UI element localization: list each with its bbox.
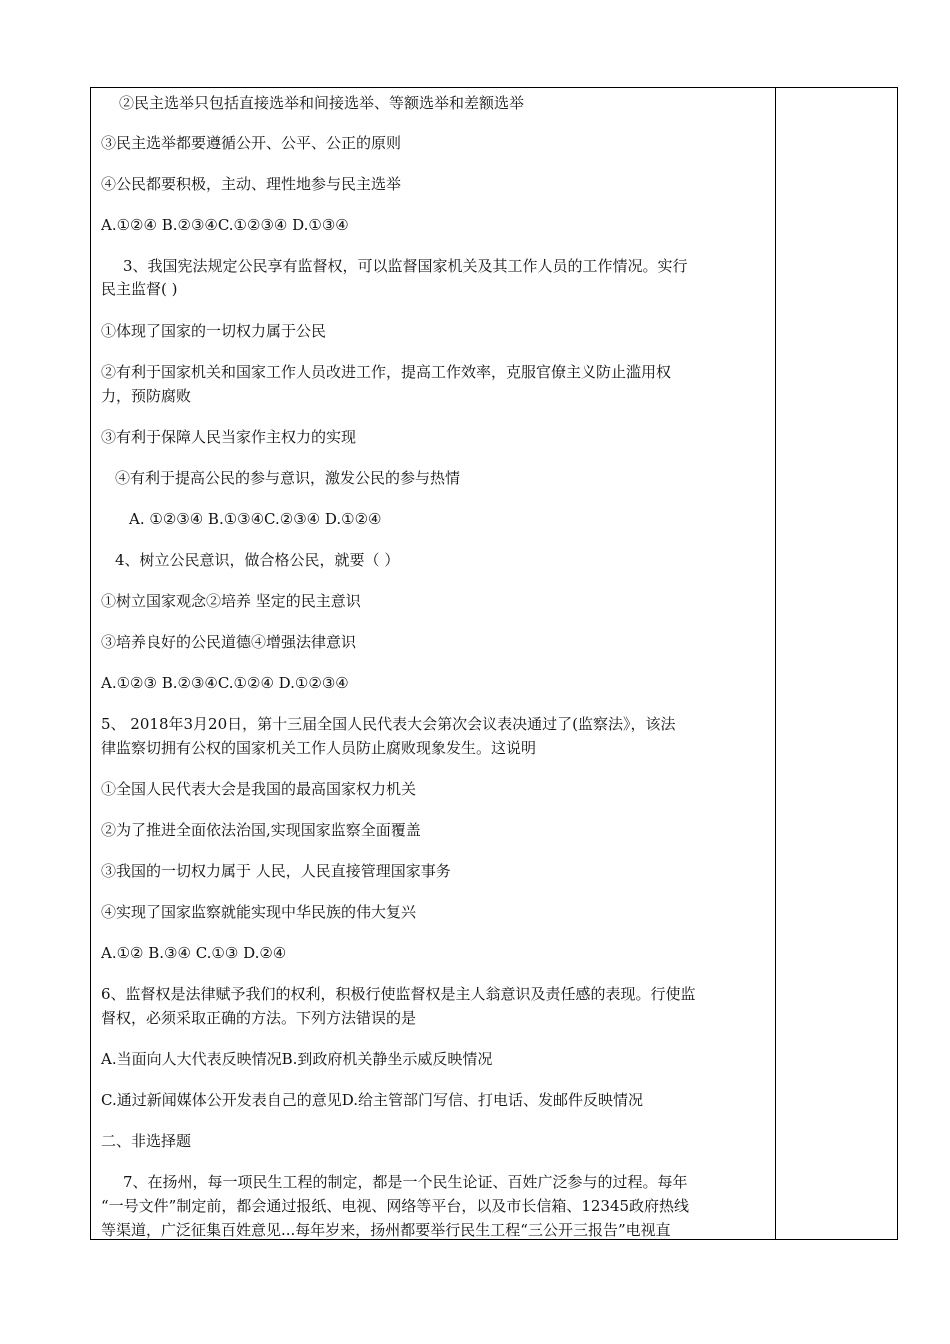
text-line: C.通过新闻媒体公开发表自己的意见D.给主管部门写信、打电话、发邮件反映情况 bbox=[101, 1091, 643, 1109]
column-divider bbox=[775, 88, 776, 1239]
text-line: A. ①②③④ B.①③④C.②③④ D.①②④ bbox=[129, 510, 382, 528]
text-line: 督权，必须采取正确的方法。下列方法错误的是 bbox=[101, 1009, 417, 1027]
text-line: 力，预防腐败 bbox=[101, 387, 192, 405]
text-line: 6、监督权是法律赋予我们的权利，积极行使监督权是主人翁意识及责任感的表现。行使监 bbox=[101, 985, 696, 1003]
text-line: 5、 2018年3月20日，第十三届全国人民代表大会第次会议表决通过了(监察法》，该法 bbox=[101, 715, 676, 733]
text-line: A.①②③ B.②③④C.①②④ D.①②③④ bbox=[101, 674, 349, 692]
document-table bbox=[90, 87, 898, 1240]
text-line: 3、我国宪法规定公民享有监督权，可以监督国家机关及其工作人员的工作情况。实行 bbox=[123, 257, 688, 275]
text-line: 4、树立公民意识，做合格公民，就要（ ） bbox=[115, 551, 400, 569]
text-line: “一号文件”制定前，都会通过报纸、电视、网络等平台，以及市长信箱、12345政府热线 bbox=[101, 1197, 690, 1215]
text-line: ①体现了国家的一切权力属于公民 bbox=[101, 322, 327, 340]
question-column bbox=[91, 88, 775, 1239]
section-heading: 二、非选择题 bbox=[101, 1132, 192, 1150]
text-line: ①树立国家观念②培养 坚定的民主意识 bbox=[101, 592, 361, 610]
text-line: ②为了推进全面依法治国,实现国家监察全面覆盖 bbox=[101, 821, 421, 839]
text-line: ④有利于提高公民的参与意识，激发公民的参与热情 bbox=[115, 469, 461, 487]
text-line: 民主监督( ) bbox=[101, 280, 178, 298]
text-line: ③我国的一切权力属于 人民，人民直接管理国家事务 bbox=[101, 862, 451, 880]
text-line: A.①② B.③④ C.①③ D.②④ bbox=[101, 944, 287, 962]
text-line: ④公民都要积极，主动、理性地参与民主选举 bbox=[101, 175, 402, 193]
text-line: 等渠道，广泛征集百姓意见...每年岁来，扬州都要举行民生工程“三公开三报告”电视直 bbox=[101, 1221, 671, 1239]
text-line: ③民主选举都要遵循公开、公平、公正的原则 bbox=[101, 134, 402, 152]
text-line: ①全国人民代表大会是我国的最高国家权力机关 bbox=[101, 780, 417, 798]
text-line: ②有利于国家机关和国家工作人员改进工作，提高工作效率，克服官僚主义防止滥用权 bbox=[101, 363, 672, 381]
text-line: ②民主选举只包括直接选举和间接选举、等额选举和差额选举 bbox=[119, 94, 525, 112]
text-line: A.当面向人大代表反映情况B.到政府机关静坐示威反映情况 bbox=[101, 1050, 493, 1068]
text-line: ③培养良好的公民道德④增强法律意识 bbox=[101, 633, 357, 651]
text-line: A.①②④ B.②③④C.①②③④ D.①③④ bbox=[101, 216, 349, 234]
text-line: ④实现了国家监察就能实现中华民族的伟大复兴 bbox=[101, 903, 417, 921]
text-line: ③有利于保障人民当家作主权力的实现 bbox=[101, 428, 357, 446]
text-line: 律监察切拥有公权的国家机关工作人员防止腐败现象发生。这说明 bbox=[101, 739, 537, 757]
text-line: 7、在扬州，每一项民生工程的制定，都是一个民生论证、百姓广泛参与的过程。每年 bbox=[123, 1173, 688, 1191]
